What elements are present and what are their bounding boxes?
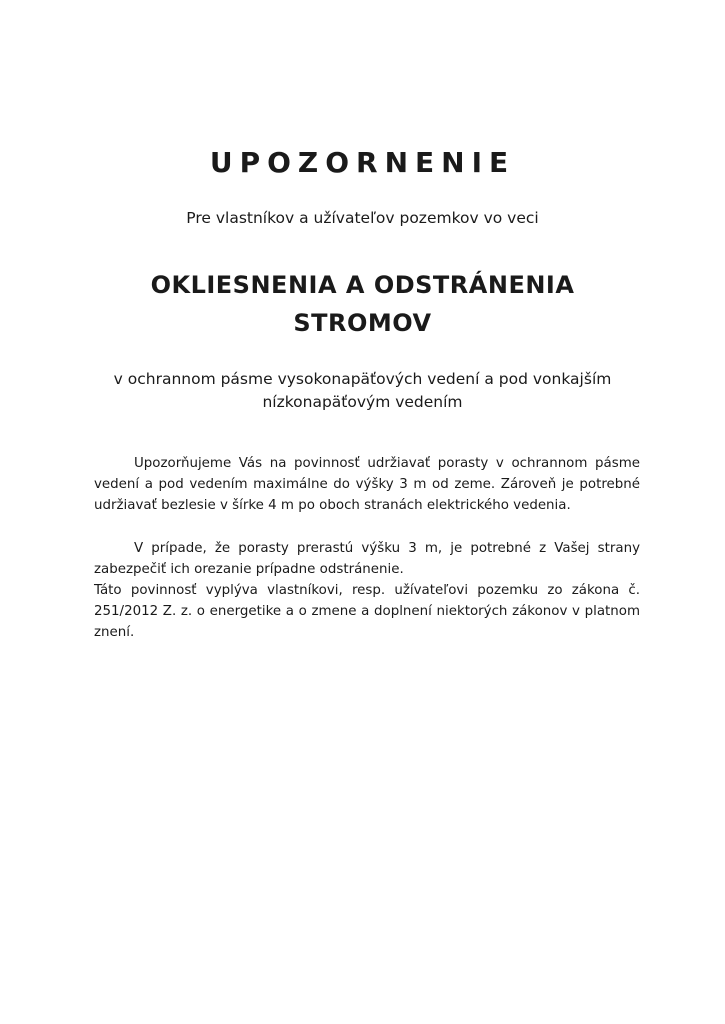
context-line-1: v ochrannom pásme vysokonapäťových vedení a pod vonkajším (113, 370, 612, 388)
main-heading (0, 266, 725, 342)
paragraph-2-line-2: zabezpečiť ich orezanie prípadne odstránenie. (94, 561, 404, 577)
paragraph-3-line-1: Táto povinnosť vyplýva vlastníkovi, resp. užívateľovi pozemku zo zákona č. (94, 583, 640, 599)
context-text (0, 368, 725, 414)
paragraph-1-line-1: Upozorňujeme Vás na povinnosť udržiavať porasty v ochrannom pásme (134, 456, 640, 471)
paragraph-1-line-3: udržiavať bezlesie v šírke 4 m po oboch stranách elektrického vedenia. (94, 498, 571, 514)
context-line-2: nízkonapäťovým vedením (262, 393, 463, 411)
notice-subtitle: Pre vlastníkov a užívateľov pozemkov vo veci (186, 209, 539, 227)
main-heading-line-1: OKLIESNENIA A ODSTRÁNENIA (150, 271, 575, 299)
paragraph-1 (94, 453, 640, 517)
paragraph-2 (94, 538, 640, 580)
paragraph-2-line-1: V prípade, že porasty prerastú výšku 3 m, je potrebné z Vašej strany (134, 540, 640, 556)
paragraph-3-line-3: znení. (94, 625, 135, 641)
body-text (94, 453, 640, 644)
paragraph-3 (94, 580, 640, 644)
paragraph-1-line-2: vedení a pod vedením maximálne do výšky 3 m od zeme. Zároveň je potrebné (94, 477, 640, 493)
paragraph-3-line-2: 251/2012 Z. z. o energetike a o zmene a doplnení niektorých zákonov v platnom (94, 604, 640, 620)
notice-title: UPOZORNENIE (209, 146, 516, 179)
main-heading-line-2: STROMOV (293, 309, 432, 337)
